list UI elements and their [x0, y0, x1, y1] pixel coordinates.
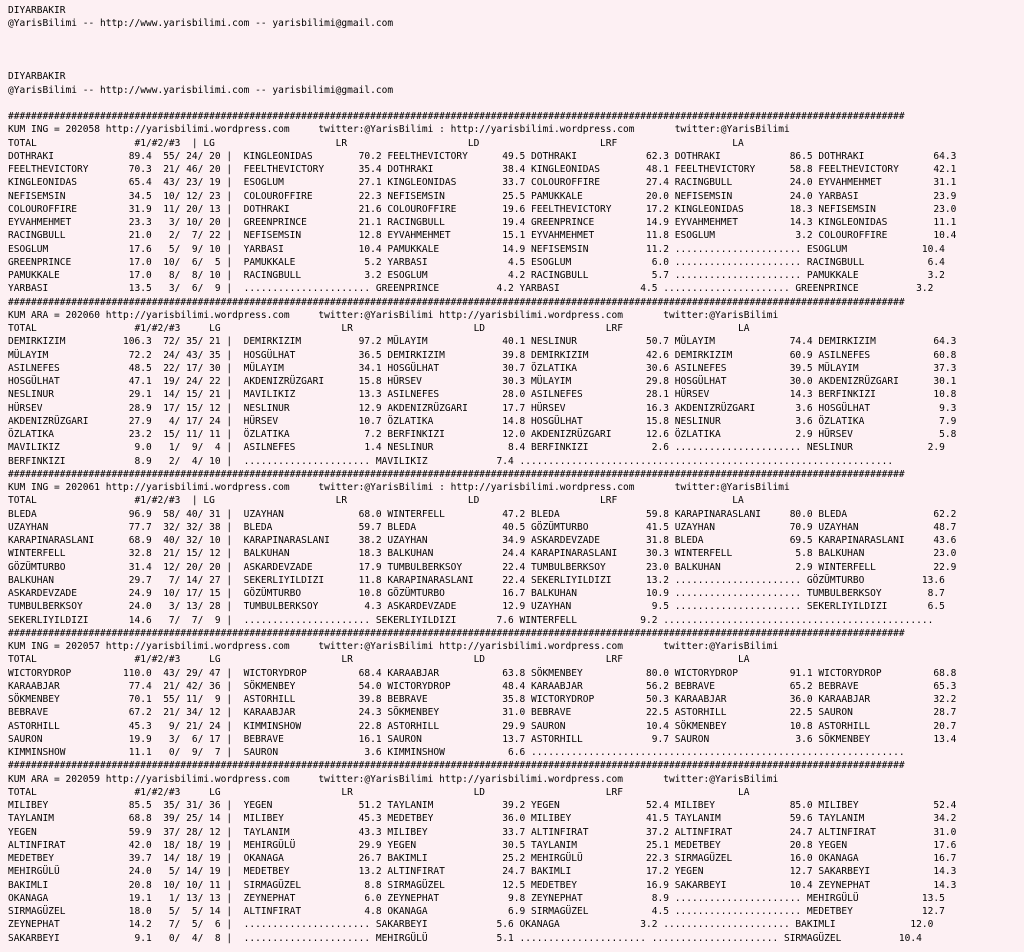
race-info-line: KUM ARA = 202060 http://yarisbilimi.wordpress.com twitter:@YarisBilimi http://yarisbilimi.wordpress.com twitter:@YarisBilimi — [8, 309, 779, 321]
table-row: ÖZLATIKA 23.2 15/ 11/ 11 | ÖZLATIKA 7.2 BERFINKIZI 12.0 AKDENIZRÜZGARI 12.6 ÖZLATIKA 2.9 HÜRSEV 5.8 — [8, 429, 957, 440]
table-row: MÜLAYIM 72.2 24/ 43/ 35 | HOSGÜLHAT 36.5 DEMIRKIZIM 39.8 DEMIRKIZIM 42.6 DEMIRKIZIM 60.9 ASILNEFES 60.8 — [8, 349, 957, 361]
table-row: COLOUROFFIRE 31.9 11/ 20/ 13 | DOTHRAKI 21.6 COLOUROFFIRE 19.6 FEELTHEVICTORY 17.2 KINGLEONIDAS 18.3 NEFISEMSIN 23.0 — [8, 203, 957, 215]
table-row: ASILNEFES 48.5 22/ 17/ 30 | MÜLAYIM 34.1 HOSGÜLHAT 30.7 ÖZLATIKA 30.6 ASILNEFES 39.5 MÜLAYIM 37.3 — [8, 362, 957, 374]
table-row: SEKERLIYILDIZI 14.6 7/ 7/ 9 | ...................... SEKERLIYILDIZI 7.6 WINTERFELL 9.2 ............................................... — [8, 614, 934, 626]
table-row: ESOGLUM 17.6 5/ 9/ 10 | YARBASI 10.4 PAMUKKALE 14.9 NEFISEMSIN 11.2 ...................... ESOGLUM 10.4 — [8, 243, 945, 255]
table-row: ASKARDEVZADE 24.9 10/ 17/ 15 | GÖZÜMTURBO 10.8 GÖZÜMTURBO 16.7 BALKUHAN 10.9 ...................... TUMBULBERKSOY 8.7 — [8, 588, 945, 599]
table-row: KINGLEONIDAS 65.4 43/ 23/ 19 | ESOGLUM 27.1 KINGLEONIDAS 33.7 COLOUROFFIRE 27.4 RACINGBULL 24.0 EYVAHMEHMET 31.1 — [8, 177, 957, 189]
city-title: DIYARBAKIR — [8, 5, 66, 16]
table-row: WINTERFELL 32.8 21/ 15/ 12 | BALKUHAN 18.3 BALKUHAN 24.4 KARAPINARASLANI 30.3 WINTERFELL 5.8 BALKUHAN 23.0 — [8, 548, 957, 560]
blank-line — [8, 57, 1024, 70]
race-info-line: KUM ING = 202061 http://yarisbilimi.wordpress.com twitter:@YarisBilimi : http://yarisbilimi.wordpress.com twitter:@YarisBilimi — [8, 482, 790, 493]
table-row: BLEDA 96.9 58/ 40/ 31 | UZAYHAN 68.0 WINTERFELL 47.2 BLEDA 59.8 KARAPINARASLANI 80.0 BLEDA 62.2 — [8, 508, 957, 520]
blank-line — [8, 97, 1024, 110]
column-header-line: TOTAL #1/#2/#3 | LG LR LD LRF LA — [8, 495, 744, 507]
column-header-line: TOTAL #1/#2/#3 | LG LR LD LRF LA — [8, 137, 744, 149]
table-row: BAKIMLI 20.8 10/ 10/ 11 | SIRMAGÜZEL 8.8 SIRMAGÜZEL 12.5 MEDETBEY 16.9 SAKARBEYI 10.4 ZEYNEPHAT 14.3 — [8, 879, 957, 891]
table-row: TAYLANIM 68.8 39/ 25/ 14 | MILIBEY 45.3 MEDETBEY 36.0 MILIBEY 41.5 TAYLANIM 59.6 TAYLANIM 34.2 — [8, 813, 957, 825]
race-info-line: KUM ING = 202057 http://yarisbilimi.wordpress.com twitter:@YarisBilimi http://yarisbilimi.wordpress.com twitter:@YarisBilimi — [8, 641, 779, 652]
table-row: EYVAHMEHMET 23.3 3/ 10/ 20 | GREENPRINCE 21.1 RACINGBULL 19.4 GREENPRINCE 14.9 EYVAHMEHMET 14.3 KINGLEONIDAS 11.1 — [8, 217, 957, 228]
table-row: GÖZÜMTURBO 31.4 12/ 20/ 20 | ASKARDEVZADE 17.9 TUMBULBERKSOY 22.4 TUMBULBERKSOY 23.0 BALKUHAN 2.9 WINTERFELL 22.9 — [8, 561, 957, 573]
table-row: YARBASI 13.5 3/ 6/ 9 | ...................... GREENPRINCE 4.2 YARBASI 4.5 ...................... GREENPRINCE 3.2 — [8, 283, 934, 295]
table-row: KARAABJAR 77.4 21/ 42/ 36 | SÖKMENBEY 54.0 WICTORYDROP 48.4 KARAABJAR 56.2 BEBRAVE 65.2 BEBRAVE 65.3 — [8, 680, 957, 692]
race-blocks — [8, 110, 1024, 945]
table-row: FEELTHEVICTORY 70.3 21/ 46/ 20 | FEELTHEVICTORY 35.4 DOTHRAKI 38.4 KINGLEONIDAS 48.1 FEELTHEVICTORY 58.8 FEELTHEVICTORY 42.1 — [8, 164, 957, 175]
table-row: NESLINUR 29.1 14/ 15/ 21 | MAVILIKIZ 13.3 ASILNEFES 28.0 ASILNEFES 28.1 HÜRSEV 14.3 BERFINKIZI 10.8 — [8, 389, 957, 401]
table-row: NEFISEMSIN 34.5 10/ 12/ 23 | COLOUROFFIRE 22.3 NEFISEMSIN 25.5 PAMUKKALE 20.0 NEFISEMSIN 24.0 YARBASI 23.9 — [8, 190, 957, 202]
table-row: MILIBEY 85.5 35/ 31/ 36 | YEGEN 51.2 TAYLANIM 39.2 YEGEN 52.4 MILIBEY 85.0 MILIBEY 52.4 — [8, 800, 957, 811]
table-row: BEBRAVE 67.2 21/ 34/ 12 | KARAABJAR 24.3 SÖKMENBEY 31.0 BEBRAVE 22.5 ASTORHILL 22.5 SAURON 28.7 — [8, 707, 957, 719]
table-row: OKANAGA 19.1 1/ 13/ 13 | ZEYNEPHAT 6.0 ZEYNEPHAT 9.8 ZEYNEPHAT 8.9 ...................... MEHIRGÜLÜ 13.5 — [8, 892, 945, 904]
table-row: MEDETBEY 39.7 14/ 18/ 19 | OKANAGA 26.7 BAKIMLI 25.2 MEHIRGÜLÜ 22.3 SIRMAGÜZEL 16.0 OKANAGA 16.7 — [8, 853, 957, 864]
table-row: BALKUHAN 29.7 7/ 14/ 27 | SEKERLIYILDIZI 11.8 KARAPINARASLANI 22.4 SEKERLIYILDIZI 13.2 ...................... GÖZÜMTURBO 13.6 — [8, 574, 945, 586]
contact-line: @YarisBilimi -- http://www.yarisbilimi.com -- yarisbilimi@gmail.com — [8, 84, 394, 96]
table-row: KARAPINARASLANI 68.9 40/ 32/ 10 | KARAPINARASLANI 38.2 UZAYHAN 34.9 ASKARDEVZADE 31.8 BLEDA 69.5 KARAPINARASLANI 43.6 — [8, 535, 957, 546]
table-row: MEHIRGÜLÜ 24.0 5/ 14/ 19 | MEDETBEY 13.2 ALTINFIRAT 24.7 BAKIMLI 17.2 YEGEN 12.7 SAKARBEYI 14.3 — [8, 866, 957, 878]
table-row: PAMUKKALE 17.0 8/ 8/ 10 | RACINGBULL 3.2 ESOGLUM 4.2 RACINGBULL 5.7 ...................... PAMUKKALE 3.2 — [8, 270, 945, 281]
race-info-line: KUM ING = 202058 http://yarisbilimi.wordpress.com twitter:@YarisBilimi : http://yarisbilimi.wordpress.com twitter:@YarisBilimi — [8, 124, 790, 136]
table-row: DOTHRAKI 89.4 55/ 24/ 20 | KINGLEONIDAS 70.2 FEELTHEVICTORY 49.5 DOTHRAKI 62.3 DOTHRAKI 86.5 DOTHRAKI 64.3 — [8, 150, 957, 162]
table-row: TUMBULBERKSOY 24.0 3/ 13/ 28 | TUMBULBERKSOY 4.3 ASKARDEVZADE 12.9 UZAYHAN 9.5 ...................... SEKERLIYILDIZI 6.5 — [8, 601, 945, 613]
separator-line: ############################################################################################################################################################ — [8, 760, 905, 772]
table-row: BERFINKIZI 8.9 2/ 4/ 10 | ...................... MAVILIKIZ 7.4 ................................................................. — [8, 455, 894, 467]
table-row: KIMMINSHOW 11.1 0/ 9/ 7 | SAURON 3.6 KIMMINSHOW 6.6 ................................................................. — [8, 747, 905, 758]
table-row: RACINGBULL 21.0 2/ 7/ 22 | NEFISEMSIN 12.8 EYVAHMEHMET 15.1 EYVAHMEHMET 11.8 ESOGLUM 3.2 COLOUROFFIRE 10.4 — [8, 230, 957, 242]
blank-line — [8, 31, 1024, 44]
table-row: HOSGÜLHAT 47.1 19/ 24/ 22 | AKDENIZRÜZGARI 15.8 HÜRSEV 30.3 MÜLAYIM 29.8 HOSGÜLHAT 30.0 AKDENIZRÜZGARI 30.1 — [8, 376, 957, 387]
table-row: AKDENIZRÜZGARI 27.9 4/ 17/ 24 | HÜRSEV 10.7 ÖZLATIKA 14.8 HOSGÜLHAT 15.8 NESLINUR 3.6 ÖZLATIKA 7.9 — [8, 415, 957, 427]
table-row: UZAYHAN 77.7 32/ 32/ 38 | BLEDA 59.7 BLEDA 40.5 GÖZÜMTURBO 41.5 UZAYHAN 70.9 UZAYHAN 48.7 — [8, 521, 957, 533]
table-row: YEGEN 59.9 37/ 28/ 12 | TAYLANIM 43.3 MILIBEY 33.7 ALTINFIRAT 37.2 ALTINFIRAT 24.7 ALTINFIRAT 31.0 — [8, 826, 957, 838]
column-header-line: TOTAL #1/#2/#3 LG LR LD LRF LA — [8, 786, 750, 798]
column-header-line: TOTAL #1/#2/#3 LG LR LD LRF LA — [8, 323, 750, 334]
column-header-line: TOTAL #1/#2/#3 LG LR LD LRF LA — [8, 654, 750, 666]
table-row: HÜRSEV 28.9 17/ 15/ 12 | NESLINUR 12.9 AKDENIZRÜZGARI 17.7 HÜRSEV 16.3 AKDENIZRÜZGARI 3.6 HOSGÜLHAT 9.3 — [8, 402, 957, 414]
contact-line: @YarisBilimi -- http://www.yarisbilimi.com -- yarisbilimi@gmail.com — [8, 18, 394, 30]
separator-line: ############################################################################################################################################################ — [8, 111, 905, 122]
separator-line: ############################################################################################################################################################ — [8, 627, 905, 639]
table-row: SAKARBEYI 9.1 0/ 4/ 8 | ...................... MEHIRGÜLÜ 5.1 ...................... ...................... SIRMAGÜZEL 10.4 — [8, 932, 922, 944]
table-row: DEMIRKIZIM 106.3 72/ 35/ 21 | DEMIRKIZIM 97.2 MÜLAYIM 40.1 NESLINUR 50.7 MÜLAYIM 74.4 DEMIRKIZIM 64.3 — [8, 336, 957, 348]
table-row: ALTINFIRAT 42.0 18/ 18/ 19 | MEHIRGÜLÜ 29.9 YEGEN 30.5 TAYLANIM 25.1 MEDETBEY 20.8 YEGEN 17.6 — [8, 839, 957, 851]
race-info-line: KUM ARA = 202059 http://yarisbilimi.wordpress.com twitter:@YarisBilimi http://yarisbilimi.wordpress.com twitter:@YarisBilimi — [8, 773, 779, 785]
separator-line: ############################################################################################################################################################ — [8, 468, 905, 480]
table-row: ZEYNEPHAT 14.2 7/ 5/ 6 | ...................... SAKARBEYI 5.6 OKANAGA 3.2 ...................... BAKIMLI 12.0 — [8, 919, 934, 931]
city-title: DIYARBAKIR — [8, 71, 66, 83]
blank-line — [8, 44, 1024, 57]
separator-line: ############################################################################################################################################################ — [8, 296, 905, 308]
table-row: SÖKMENBEY 70.1 55/ 11/ 9 | ASTORHILL 39.8 BEBRAVE 35.8 WICTORYDROP 50.3 KARAABJAR 36.0 KARAABJAR 32.2 — [8, 694, 957, 705]
table-row: SAURON 19.9 3/ 6/ 17 | BEBRAVE 16.1 SAURON 13.7 ASTORHILL 9.7 SAURON 3.6 SÖKMENBEY 13.4 — [8, 733, 957, 745]
table-row: MAVILIKIZ 9.0 1/ 9/ 4 | ASILNEFES 1.4 NESLINUR 8.4 BERFINKIZI 2.6 ...................... NESLINUR 2.9 — [8, 442, 945, 454]
table-row: ASTORHILL 45.3 9/ 21/ 24 | KIMMINSHOW 22.8 ASTORHILL 29.9 SAURON 10.4 SÖKMENBEY 10.8 ASTORHILL 20.7 — [8, 720, 957, 732]
table-row: GREENPRINCE 17.0 10/ 6/ 5 | PAMUKKALE 5.2 YARBASI 4.5 ESOGLUM 6.0 ...................... RACINGBULL 6.4 — [8, 256, 945, 268]
table-row: WICTORYDROP 110.0 43/ 29/ 47 | WICTORYDROP 68.4 KARAABJAR 63.8 SÖKMENBEY 80.0 WICTORYDROP 91.1 WICTORYDROP 68.8 — [8, 667, 957, 679]
table-row: SIRMAGÜZEL 18.0 5/ 5/ 14 | ALTINFIRAT 4.8 OKANAGA 6.9 SIRMAGÜZEL 4.5 ...................... MEDETBEY 12.7 — [8, 906, 945, 917]
